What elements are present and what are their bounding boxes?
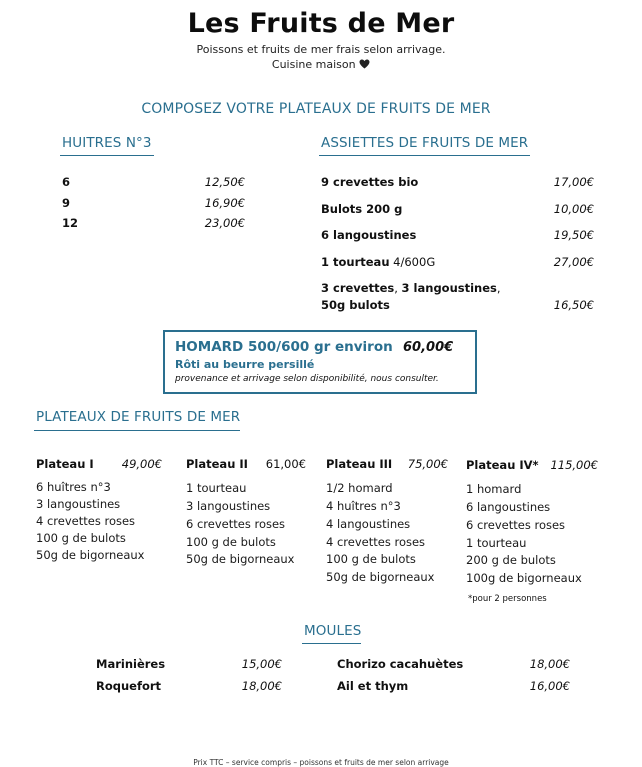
plateau-line: 6 langoustines <box>466 500 551 514</box>
assiette-mixed-line-2: 50g bulots <box>321 298 390 312</box>
plateau-line: 6 huîtres n°3 <box>36 480 111 494</box>
subtitle-text: Cuisine maison <box>271 58 356 71</box>
plateau-line: 4 crevettes roses <box>36 514 136 528</box>
plateau-line: 3 langoustines <box>186 499 271 513</box>
plateau-line: 100 g de bulots <box>326 552 416 566</box>
assiette-name: 6 langoustines <box>321 228 417 242</box>
homard-box <box>163 330 477 394</box>
plateau-name: Plateau I <box>36 457 94 471</box>
plateau-builder-title: COMPOSEZ VOTRE PLATEAUX DE FRUITS DE MER <box>141 101 491 117</box>
homard-note: provenance et arrivage selon disponibilité, nous consulter. <box>175 374 439 384</box>
huitres-title: HUITRES N°3 <box>62 135 152 151</box>
plateau-line: 100 g de bulots <box>186 535 276 549</box>
moules-name: Ail et thym <box>337 679 409 693</box>
assiette-name: 9 crevettes bio <box>321 175 419 189</box>
plateau-line: 1 tourteau <box>466 536 527 550</box>
plateau-line: 50g de bigorneaux <box>36 548 145 562</box>
assiette-sep: , <box>496 281 501 295</box>
plateau-line: 50g de bigorneaux <box>186 552 295 566</box>
plateau-line: 6 crevettes roses <box>186 517 286 531</box>
huitres-qty: 12 <box>62 216 79 230</box>
assiette-name-part: 3 crevettes <box>321 281 395 295</box>
homard-price: 60,00€ <box>403 340 454 355</box>
assiette-name: 1 tourteau <box>321 255 390 269</box>
plateau-line: 4 crevettes roses <box>326 535 426 549</box>
moules-name: Marinières <box>96 657 166 671</box>
menu-title: Les Fruits de Mer <box>187 8 455 39</box>
assiette-mixed-line-1 <box>321 281 501 295</box>
footer-note: Prix TTC – service compris – poissons et fruits de mer selon arrivage <box>193 758 449 767</box>
huitres-price: 16,90€ <box>204 196 245 210</box>
subtitle-line-1: Poissons et fruits de mer frais selon arrivage. <box>196 43 446 56</box>
subtitle-line-2 <box>0 58 642 71</box>
assiette-sep: , <box>394 281 402 295</box>
homard-title: HOMARD 500/600 gr environ <box>175 339 393 355</box>
plateau-price: 75,00€ <box>407 457 448 471</box>
assiette-price: 16,50€ <box>553 298 594 312</box>
huitres-qty: 9 <box>62 196 71 210</box>
moules-price: 18,00€ <box>529 657 570 671</box>
moules-price: 15,00€ <box>241 657 282 671</box>
plateau-line: 4 langoustines <box>326 517 411 531</box>
plateau-line: 100 g de bulots <box>36 531 126 545</box>
assiette-weight: 4/600G <box>393 255 436 269</box>
plateau-line: 6 crevettes roses <box>466 518 566 532</box>
plateau-name: Plateau II <box>186 457 248 471</box>
assiette-price: 19,50€ <box>553 228 594 242</box>
heart-icon <box>359 59 370 69</box>
plateau-line: 1 tourteau <box>186 481 247 495</box>
plateau-footnote: *pour 2 personnes <box>468 594 547 604</box>
plateau-price: 61,00€ <box>265 457 306 471</box>
assiette-tourteau <box>321 255 435 269</box>
plateau-line: 50g de bigorneaux <box>326 570 435 584</box>
moules-price: 16,00€ <box>529 679 570 693</box>
assiettes-underline <box>319 155 530 156</box>
moules-underline <box>302 643 361 644</box>
plateau-line: 1 homard <box>466 482 522 496</box>
moules-name: Roquefort <box>96 679 162 693</box>
plateaux-title: PLATEAUX DE FRUITS DE MER <box>36 409 241 425</box>
huitres-underline <box>60 155 154 156</box>
assiettes-title: ASSIETTES DE FRUITS DE MER <box>321 135 529 151</box>
plateau-price: 49,00€ <box>121 457 162 471</box>
assiette-name-part: 3 langoustines <box>401 281 497 295</box>
assiette-name: Bulots 200 g <box>321 202 403 216</box>
plateaux-underline <box>34 430 240 431</box>
plateau-line: 1/2 homard <box>326 481 393 495</box>
moules-name: Chorizo cacahuètes <box>337 657 464 671</box>
moules-title: MOULES <box>304 623 362 639</box>
plateau-price: 115,00€ <box>550 458 598 472</box>
huitres-qty: 6 <box>62 175 71 189</box>
assiette-price: 27,00€ <box>553 255 594 269</box>
moules-price: 18,00€ <box>241 679 282 693</box>
homard-subtitle: Rôti au beurre persillé <box>175 358 315 371</box>
huitres-price: 23,00€ <box>204 216 245 230</box>
plateau-line: 4 huîtres n°3 <box>326 499 401 513</box>
assiette-price: 17,00€ <box>553 175 594 189</box>
plateau-line: 3 langoustines <box>36 497 121 511</box>
huitres-price: 12,50€ <box>204 175 245 189</box>
plateau-line: 100g de bigorneaux <box>466 571 582 585</box>
plateau-name: Plateau III <box>326 457 393 471</box>
plateau-name: Plateau IV* <box>466 458 539 472</box>
assiette-price: 10,00€ <box>553 202 594 216</box>
plateau-line: 200 g de bulots <box>466 553 556 567</box>
